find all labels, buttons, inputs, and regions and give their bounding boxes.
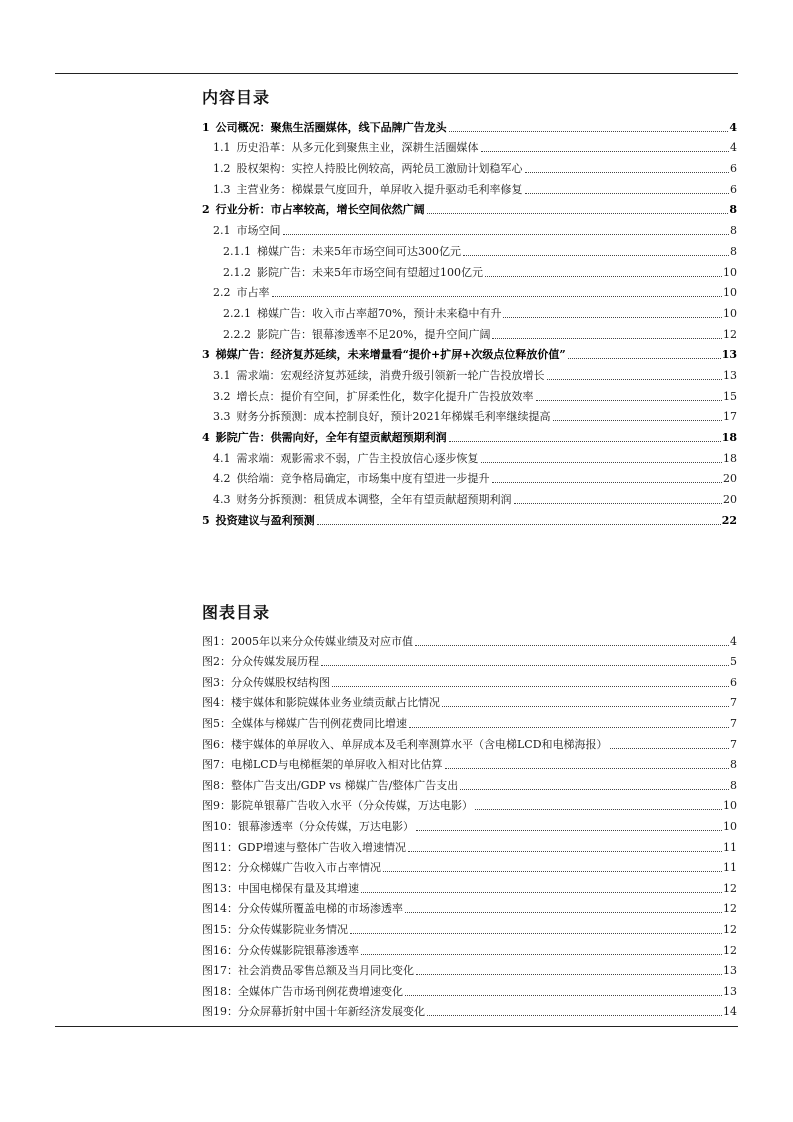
figure-entry-page: 7 — [730, 737, 737, 751]
dot-leader — [460, 789, 729, 790]
figure-entry-page: 11 — [723, 840, 737, 854]
dot-leader — [442, 706, 729, 707]
dot-leader — [553, 420, 723, 421]
dot-leader — [427, 213, 729, 214]
toc-entry-text: 主营业务：梯媒景气度回升，单屏收入提升驱动毛利率修复 — [236, 182, 523, 196]
dot-leader — [449, 441, 721, 442]
dot-leader — [525, 193, 730, 194]
toc-entry-text: 影院广告：供需向好，全年有望贡献超预期利润 — [215, 431, 447, 444]
dot-leader — [525, 172, 730, 173]
figure-entry-text: 图12：分众梯媒广告收入市占率情况 — [202, 861, 381, 875]
footer-rule — [55, 1026, 738, 1027]
figure-entry-text: 图2：分众传媒发展历程 — [202, 655, 319, 669]
toc-entry[interactable] — [202, 383, 737, 404]
toc-entry-page: 10 — [723, 286, 737, 300]
toc-entry-text: 财务分拆预测：成本控制良好，预计2021年梯媒毛利率继续提高 — [236, 410, 551, 424]
figure-entry-page: 12 — [723, 881, 737, 895]
figure-entry-text: 图17：社会消费品零售总额及当月同比变化 — [202, 964, 414, 978]
toc-entry-number: 5 — [202, 513, 210, 527]
toc-entry-page: 17 — [723, 410, 737, 424]
figure-entry-text: 图4：楼宇媒体和影院媒体业务业绩贡献占比情况 — [202, 696, 440, 710]
figure-entry-page: 14 — [723, 1005, 737, 1019]
toc-entry-number: 3 — [202, 348, 210, 362]
toc-entry-text: 梯媒广告：未来5年市场空间可达300亿元 — [257, 244, 461, 258]
figure-entry-text: 图16：分众传媒影院银幕渗透率 — [202, 943, 359, 957]
figure-entry[interactable] — [202, 958, 737, 979]
figure-entry[interactable] — [202, 813, 737, 834]
dot-leader — [332, 686, 729, 687]
figure-entry-page: 10 — [723, 819, 737, 833]
toc-entry[interactable] — [202, 342, 737, 363]
dot-leader — [427, 1015, 722, 1016]
figure-entry-page: 13 — [723, 984, 737, 998]
toc-entry-page: 6 — [730, 182, 737, 196]
figure-entry[interactable] — [202, 999, 737, 1020]
toc-entry-number: 2.1.2 — [223, 265, 251, 279]
figure-entry-page: 5 — [730, 655, 737, 669]
figure-entry[interactable] — [202, 916, 737, 937]
toc-entry-page: 4 — [729, 120, 737, 134]
toc-entry-number: 1 — [202, 120, 210, 134]
toc-entry-page: 6 — [730, 162, 737, 176]
figure-entry-text: 图3：分众传媒股权结构图 — [202, 675, 330, 689]
dot-leader — [485, 276, 722, 277]
dot-leader — [481, 151, 730, 152]
figure-entry[interactable] — [202, 690, 737, 711]
toc-entry[interactable] — [202, 300, 737, 321]
toc-entry-page: 10 — [723, 265, 737, 279]
toc-entry[interactable] — [202, 155, 737, 176]
figure-entry-text: 图5：全媒体与梯媒广告刊例花费同比增速 — [202, 716, 407, 730]
dot-leader — [475, 809, 722, 810]
figure-entry-page: 7 — [730, 716, 737, 730]
toc-entry-page: 18 — [723, 451, 737, 465]
toc-entry-number: 4.1 — [213, 451, 231, 465]
figure-entry-text: 图1：2005年以来分众传媒业绩及对应市值 — [202, 634, 413, 648]
toc-entry-page: 22 — [721, 513, 737, 527]
dot-leader — [321, 665, 729, 666]
toc-title: 内容目录 — [202, 88, 271, 107]
figure-entry-page: 7 — [730, 696, 737, 710]
dot-leader — [547, 379, 723, 380]
toc-entry-number: 1.3 — [213, 182, 231, 196]
toc-entry-page: 12 — [723, 327, 737, 341]
dot-leader — [361, 954, 722, 955]
figure-entry[interactable] — [202, 628, 737, 649]
dot-leader — [317, 524, 721, 525]
figure-entry-text: 图8：整体广告支出/GDP vs 梯媒广告/整体广告支出 — [202, 778, 459, 792]
dot-leader — [409, 727, 729, 728]
dot-leader — [503, 317, 722, 318]
figures-list — [202, 628, 737, 1019]
figure-entry[interactable] — [202, 978, 737, 999]
toc-entry-text: 梯媒广告：收入市占率超70%，预计未来稳中有升 — [257, 306, 502, 320]
toc-entry-text: 财务分拆预测：租赁成本调整，全年有望贡献超预期利润 — [236, 493, 512, 507]
figure-entry-text: 图15：分众传媒影院业务情况 — [202, 922, 348, 936]
toc-entry-text: 增长点：提价有空间，扩屏柔性化，数字化提升广告投放效率 — [236, 389, 534, 403]
toc-entry[interactable] — [202, 280, 737, 301]
dot-leader — [481, 462, 723, 463]
dot-leader — [610, 748, 729, 749]
toc-entry-text: 行业分析：市占率较高，增长空间依然广阔 — [215, 203, 425, 217]
figure-entry[interactable] — [202, 793, 737, 814]
toc-entry-number: 3.3 — [213, 410, 231, 424]
header-rule — [55, 73, 738, 74]
toc-entry-text: 股权架构：实控人持股比例较高，两轮员工激励计划稳军心 — [236, 162, 523, 176]
toc-entry-text: 需求端：宏观经济复苏延续，消费升级引领新一轮广告投放增长 — [236, 368, 545, 382]
figure-entry[interactable] — [202, 834, 737, 855]
toc-entry-page: 15 — [723, 389, 737, 403]
toc-entry[interactable] — [202, 321, 737, 342]
figure-entry[interactable] — [202, 731, 737, 752]
figure-entry-text: 图6：楼宇媒体的单屏收入、单屏成本及毛利率测算水平（含电梯LCD和电梯海报） — [202, 737, 608, 751]
figure-entry-page: 6 — [730, 675, 737, 689]
figure-entry-page: 10 — [723, 799, 737, 813]
toc-entry[interactable] — [202, 176, 737, 197]
toc-entry[interactable] — [202, 466, 737, 487]
figure-entry-text: 图14：分众传媒所覆盖电梯的市场渗透率 — [202, 902, 403, 916]
figure-entry[interactable] — [202, 752, 737, 773]
figure-entry-page: 12 — [723, 902, 737, 916]
toc-entry-text: 市占率 — [236, 286, 270, 300]
toc-entry-page: 8 — [729, 203, 737, 217]
toc-entry-text: 投资建议与盈利预测 — [215, 513, 315, 527]
toc-entry-number: 1.1 — [213, 141, 231, 155]
dot-leader — [272, 296, 723, 297]
figure-entry[interactable] — [202, 875, 737, 896]
figure-entry[interactable] — [202, 669, 737, 690]
dot-leader — [536, 400, 723, 401]
toc-entry-text: 公司概况：聚焦生活圈媒体，线下品牌广告龙头 — [215, 120, 447, 134]
toc-entry-page: 20 — [723, 472, 737, 486]
toc-entry-page: 13 — [721, 348, 737, 362]
figure-entry-text: 图11：GDP增速与整体广告收入增速情况 — [202, 840, 407, 854]
dot-leader — [415, 645, 729, 646]
toc-entry-number: 2 — [202, 203, 210, 217]
toc-entry-text: 需求端：观影需求不弱，广告主投放信心逐步恢复 — [236, 451, 479, 465]
figure-entry-page: 4 — [730, 634, 737, 648]
dot-leader — [492, 482, 723, 483]
figure-entry-text: 图19：分众屏幕折射中国十年新经济发展变化 — [202, 1005, 425, 1019]
figure-entry-text: 图10：银幕渗透率（分众传媒，万达电影） — [202, 819, 414, 833]
toc-entry[interactable] — [202, 135, 737, 156]
figure-entry-page: 12 — [723, 943, 737, 957]
toc-list — [202, 114, 737, 528]
toc-entry[interactable] — [202, 445, 737, 466]
toc-entry-number: 2.1 — [213, 224, 231, 238]
toc-entry[interactable] — [202, 404, 737, 425]
toc-entry-page: 8 — [730, 244, 737, 258]
toc-entry-number: 3.2 — [213, 389, 231, 403]
figure-entry[interactable] — [202, 855, 737, 876]
dot-leader — [405, 995, 722, 996]
figure-entry-page: 13 — [723, 964, 737, 978]
dot-leader — [350, 933, 722, 934]
figure-entry[interactable] — [202, 937, 737, 958]
dot-leader — [408, 851, 722, 852]
toc-entry[interactable] — [202, 362, 737, 383]
figure-entry[interactable] — [202, 710, 737, 731]
figure-entry-page: 12 — [723, 922, 737, 936]
toc-entry[interactable] — [202, 197, 737, 218]
toc-entry-number: 2.2 — [213, 286, 231, 300]
toc-entry-number: 4.2 — [213, 472, 231, 486]
figure-entry-page: 8 — [730, 778, 737, 792]
figure-entry-page: 11 — [723, 861, 737, 875]
toc-entry-page: 8 — [730, 224, 737, 238]
toc-entry-number: 2.2.1 — [223, 306, 251, 320]
toc-entry-page: 20 — [723, 493, 737, 507]
figure-entry-text: 图7：电梯LCD与电梯框架的单屏收入相对比估算 — [202, 758, 443, 772]
dot-leader — [283, 234, 730, 235]
dot-leader — [449, 131, 729, 132]
toc-entry[interactable] — [202, 507, 737, 528]
dot-leader — [492, 338, 722, 339]
toc-entry-text: 历史沿革：从多元化到聚焦主业，深耕生活圈媒体 — [236, 141, 479, 155]
toc-entry-text: 供给端：竞争格局确定，市场集中度有望进一步提升 — [236, 472, 490, 486]
figure-entry-page: 8 — [730, 758, 737, 772]
figure-entry[interactable] — [202, 649, 737, 670]
toc-entry-page: 18 — [721, 431, 737, 444]
toc-entry-page: 13 — [723, 368, 737, 382]
toc-entry[interactable] — [202, 114, 737, 135]
dot-leader — [383, 871, 722, 872]
dot-leader — [445, 768, 729, 769]
dot-leader — [405, 912, 722, 913]
figure-entry-text: 图18：全媒体广告市场刊例花费增速变化 — [202, 984, 403, 998]
toc-entry-number: 4.3 — [213, 493, 231, 507]
toc-entry[interactable] — [202, 424, 737, 445]
toc-entry-text: 梯媒广告：经济复苏延续，未来增量看“提价+扩屏+次级点位释放价值” — [215, 348, 566, 362]
dot-leader — [416, 830, 722, 831]
dot-leader — [416, 974, 722, 975]
toc-entry[interactable] — [202, 238, 737, 259]
toc-entry-number: 2.2.2 — [223, 327, 251, 341]
toc-entry-number: 2.1.1 — [223, 244, 251, 258]
figure-entry-text: 图9：影院单银幕广告收入水平（分众传媒，万达电影） — [202, 799, 473, 813]
toc-entry-text: 市场空间 — [236, 224, 281, 238]
figure-entry[interactable] — [202, 772, 737, 793]
dot-leader — [361, 892, 722, 893]
toc-entry[interactable] — [202, 486, 737, 507]
dot-leader — [568, 358, 721, 359]
toc-entry-number: 1.2 — [213, 162, 231, 176]
toc-entry-page: 4 — [730, 141, 737, 155]
figures-title: 图表目录 — [202, 603, 271, 622]
toc-entry[interactable] — [202, 259, 737, 280]
toc-entry-number: 3.1 — [213, 368, 231, 382]
toc-entry[interactable] — [202, 217, 737, 238]
toc-entry-text: 影院广告：未来5年市场空间有望超过100亿元 — [257, 265, 483, 279]
toc-entry-page: 10 — [723, 306, 737, 320]
dot-leader — [514, 503, 723, 504]
dot-leader — [463, 255, 729, 256]
figure-entry-text: 图13：中国电梯保有量及其增速 — [202, 881, 359, 895]
figure-entry[interactable] — [202, 896, 737, 917]
toc-entry-number: 4 — [202, 431, 210, 444]
toc-entry-text: 影院广告：银幕渗透率不足20%，提升空间广阔 — [257, 327, 491, 341]
